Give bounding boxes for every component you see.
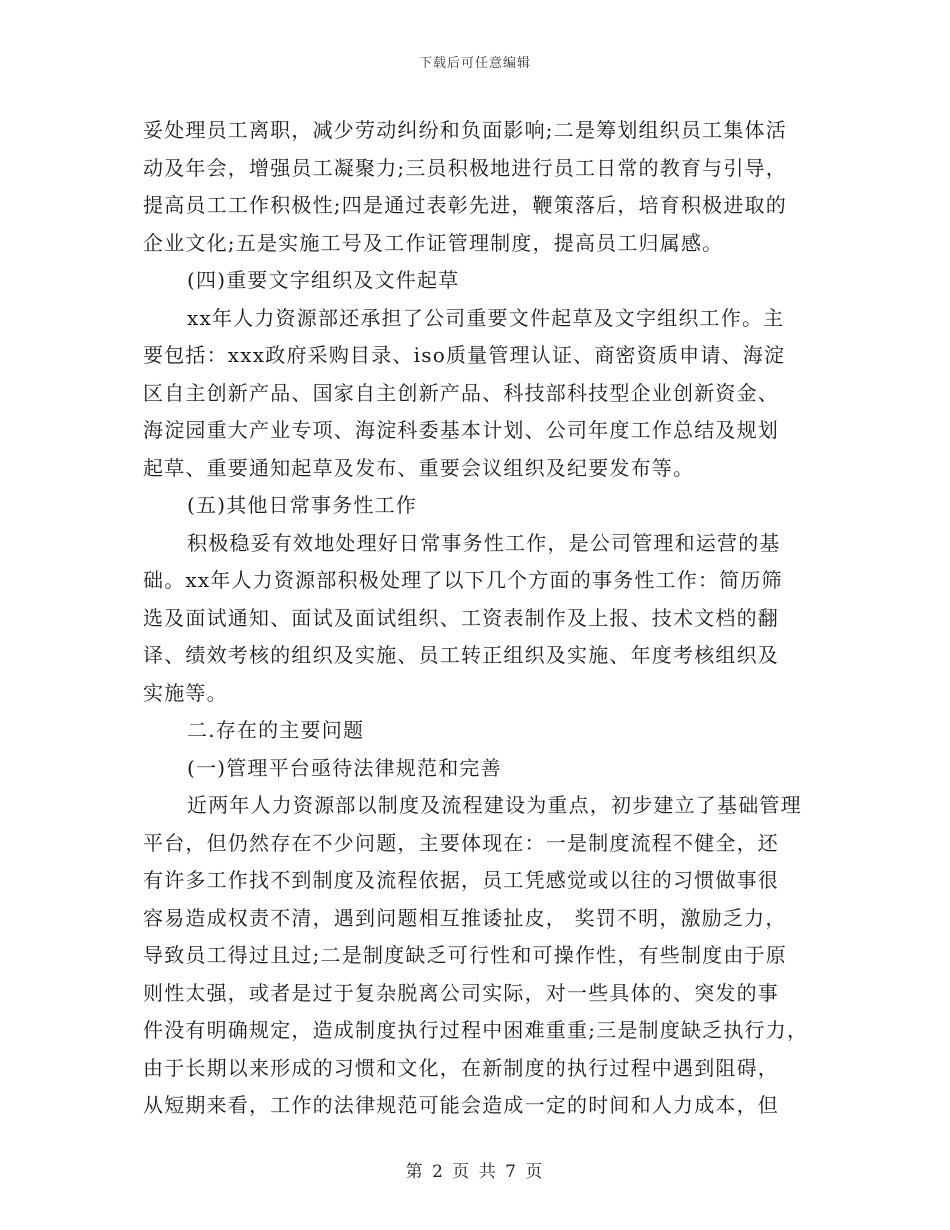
- header-note: 下载后可任意编辑: [418, 56, 531, 71]
- text-line: 起草、重要通知起草及发布、重要会议组织及纪要发布等。: [143, 455, 695, 480]
- section-heading: (一)管理平台亟待法律规范和完善: [187, 755, 502, 780]
- text-line: 译、绩效考核的组织及实施、员工转正组织及实施、年度考核组织及: [143, 643, 779, 667]
- paragraph-start: xx年人力资源部还承担了公司重要文件起草及文字组织工作。主: [187, 305, 785, 330]
- paragraph-start: 积极稳妥有效地处理好日常事务性工作，是公司管理和运营的基: [187, 530, 781, 555]
- text-line: 由于长期以来形成的习惯和文化，在新制度的执行过程中遇到阻碍，: [143, 1055, 779, 1080]
- text-line: 则性太强，或者是过于复杂脱离公司实际，对一些具体的、突发的事: [143, 980, 779, 1005]
- text-line: 海淀园重大产业专项、海淀科委基本计划、公司年度工作总结及规划: [143, 418, 779, 442]
- body-text: [143, 112, 823, 1125]
- section-heading: (四)重要文字组织及文件起草: [187, 268, 460, 292]
- text-line: 动及年会，增强员工凝聚力;三员积极地进行员工日常的教育与引导，: [143, 155, 787, 180]
- text-line: 平台，但仍然存在不少问题，主要体现在：一是制度流程不健全，还: [143, 830, 779, 855]
- text-line: 有许多工作找不到制度及流程依据，员工凭感觉或以往的习惯做事很: [143, 868, 779, 892]
- text-line: 选及面试通知、面试及面试组织、工资表制作及上报、技术文档的翻: [143, 605, 779, 630]
- text-line: 企业文化;五是实施工号及工作证管理制度，提高员工归属感。: [143, 230, 724, 255]
- text-line: 从短期来看，工作的法律规范可能会造成一定的时间和人力成本，但: [143, 1093, 779, 1117]
- text-line: 妥处理员工离职，减少劳动纠纷和负面影响;二是筹划组织员工集体活: [143, 118, 787, 142]
- text-line: 容易造成权责不清，遇到问题相互推诿扯皮， 奖罚不明，激励乏力，: [143, 905, 787, 930]
- text-line: 要包括：xxx政府采购目录、iso质量管理认证、商密资质申请、海淀: [143, 343, 786, 367]
- text-line: 提高员工工作积极性;四是通过表彰先进，鞭策落后，培育积极进取的: [143, 193, 787, 217]
- section-heading: 二.存在的主要问题: [187, 718, 365, 742]
- text-line: 实施等。: [143, 680, 228, 705]
- text-line: 区自主创新产品、国家自主创新产品、科技部科技型企业创新资金、: [143, 380, 779, 405]
- text-line: 导致员工得过且过;二是制度缺乏可行性和可操作性，有些制度由于原: [143, 943, 787, 967]
- section-heading: (五)其他日常事务性工作: [187, 493, 418, 517]
- page-number: 第 2 页 共 7 页: [405, 1162, 545, 1182]
- text-line: 件没有明确规定，造成制度执行过程中困难重重;三是制度缺乏执行力，: [143, 1018, 809, 1042]
- text-line: 础。xx年人力资源部积极处理了以下几个方面的事务性工作：简历筛: [143, 568, 783, 592]
- paragraph-start: 近两年人力资源部以制度及流程建设为重点，初步建立了基础管理: [187, 793, 802, 817]
